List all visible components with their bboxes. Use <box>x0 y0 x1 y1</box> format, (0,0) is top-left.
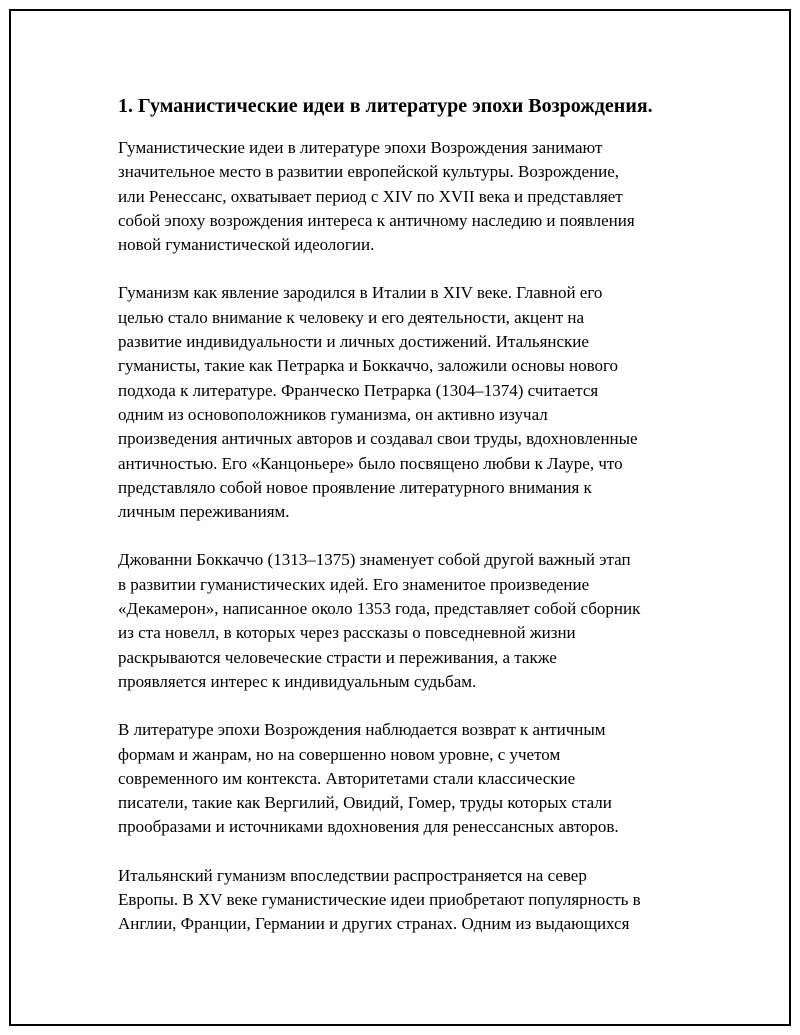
text-line: «Декамерон», написанное около 1353 года, представляет собой сборник <box>118 599 641 619</box>
text-line: современного им контекста. Авторитетами стали классические <box>118 768 576 788</box>
text-line: подхода к литературе. Франческо Петрарка (1304–1374) считается <box>118 380 599 400</box>
text-line: античностью. Его «Канцоньере» было посвящено любви к Лауре, что <box>118 453 623 473</box>
text-line: гуманисты, такие как Петрарка и Боккаччо, заложили основы нового <box>118 356 619 376</box>
text-line: Джованни Боккаччо (1313–1375) знаменует собой другой важный этап <box>118 550 631 570</box>
text-line: проявляется интерес к индивидуальным судьбам. <box>118 671 477 691</box>
text-line: значительное место в развитии европейской культуры. Возрождение, <box>118 162 620 182</box>
paragraph-2 <box>118 281 693 524</box>
text-line: формам и жанрам, но на совершенно новом уровне, с учетом <box>118 744 561 764</box>
text-line: Англии, Франции, Германии и других странах. Одним из выдающихся <box>118 914 630 934</box>
paragraph-3 <box>118 548 693 694</box>
document-title: 1. Гуманистические идеи в литературе эпохи Возрождения. <box>118 95 653 117</box>
paragraph-1 <box>118 136 693 257</box>
text-line: Итальянский гуманизм впоследствии распространяется на север <box>118 865 587 885</box>
text-line: Европы. В XV веке гуманистические идеи приобретают популярность в <box>118 890 641 910</box>
text-line: писатели, такие как Вергилий, Овидий, Гомер, труды которых стали <box>118 793 612 813</box>
text-line: раскрываются человеческие страсти и переживания, а также <box>118 647 557 667</box>
text-line: представляло собой новое проявление литературного внимания к <box>118 477 592 497</box>
text-line: Гуманистические идеи в литературе эпохи Возрождения занимают <box>118 138 603 157</box>
paragraph-4 <box>118 718 693 839</box>
text-line: личным переживаниям. <box>118 502 290 522</box>
text-line: целью стало внимание к человеку и его деятельности, акцент на <box>118 307 585 327</box>
text-line: В литературе эпохи Возрождения наблюдается возврат к античным <box>118 720 606 740</box>
text-line: или Ренессанс, охватывает период с XIV по XVII века и представляет <box>118 186 623 206</box>
text-line: новой гуманистической идеологии. <box>118 235 375 255</box>
document-body <box>118 92 693 961</box>
text-line: из ста новелл, в которых через рассказы о повседневной жизни <box>118 623 576 643</box>
text-line: собой эпоху возрождения интереса к античному наследию и появления <box>118 210 635 230</box>
text-line: произведения античных авторов и создавал свои труды, вдохновленные <box>118 429 638 449</box>
text-line: развитие индивидуальности и личных достижений. Итальянские <box>118 332 589 352</box>
paragraph-5 <box>118 864 693 937</box>
text-line: в развитии гуманистических идей. Его знаменитое произведение <box>118 574 590 594</box>
text-line: одним из основоположников гуманизма, он активно изучал <box>118 404 548 424</box>
text-line: Гуманизм как явление зародился в Италии в XIV веке. Главной его <box>118 283 603 303</box>
text-line: прообразами и источниками вдохновения для ренессансных авторов. <box>118 817 619 837</box>
